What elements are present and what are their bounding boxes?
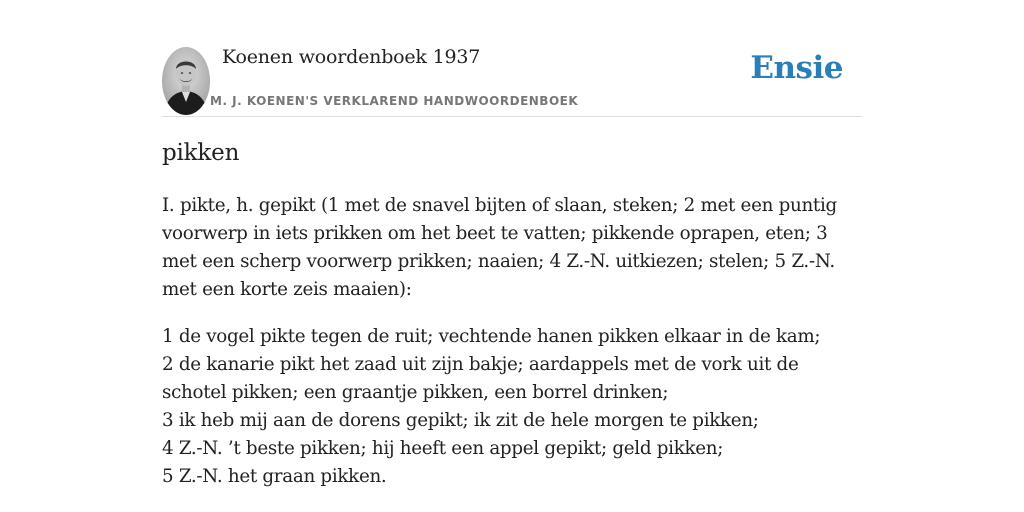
example-item: 1 de vogel pikte tegen de ruit; vechtende hanen pikken elkaar in de kam; (162, 326, 821, 347)
entry-examples-list (162, 323, 862, 491)
ensie-logo-link[interactable]: Ensie (750, 50, 843, 86)
example-item: 4 Z.-N. ’t beste pikken; hij heeft een appel gepikt; geld pikken; (162, 438, 724, 459)
dictionary-title[interactable]: Koenen woordenboek 1937 (222, 46, 481, 68)
example-item: 5 Z.-N. het graan pikken. (162, 466, 387, 487)
entry-headword: pikken (162, 140, 240, 166)
entry-definition: I. pikte, h. gepikt (1 met de snavel bijten of slaan, steken; 2 met een puntig voorwerp in iets prikken om het beet te vatten; pikkende oprapen, eten; 3 met een scherp voorwerp prikken; naaien; 4 Z.-N. uitkiezen; stelen; 5 Z.-N. met een korte zeis maaien): (162, 195, 837, 300)
author-portrait-icon (162, 47, 210, 115)
dictionary-header (162, 44, 862, 117)
dictionary-subtitle: M. J. KOENEN'S VERKLAREND HANDWOORDENBOEK (210, 94, 579, 108)
example-item: 2 de kanarie pikt het zaad uit zijn bakje; aardappels met de vork uit de schotel pikken; een graantje pikken, een borrel drinken; (162, 354, 799, 403)
example-item: 3 ik heb mij aan de dorens gepikt; ik zit de hele morgen te pikken; (162, 410, 759, 431)
